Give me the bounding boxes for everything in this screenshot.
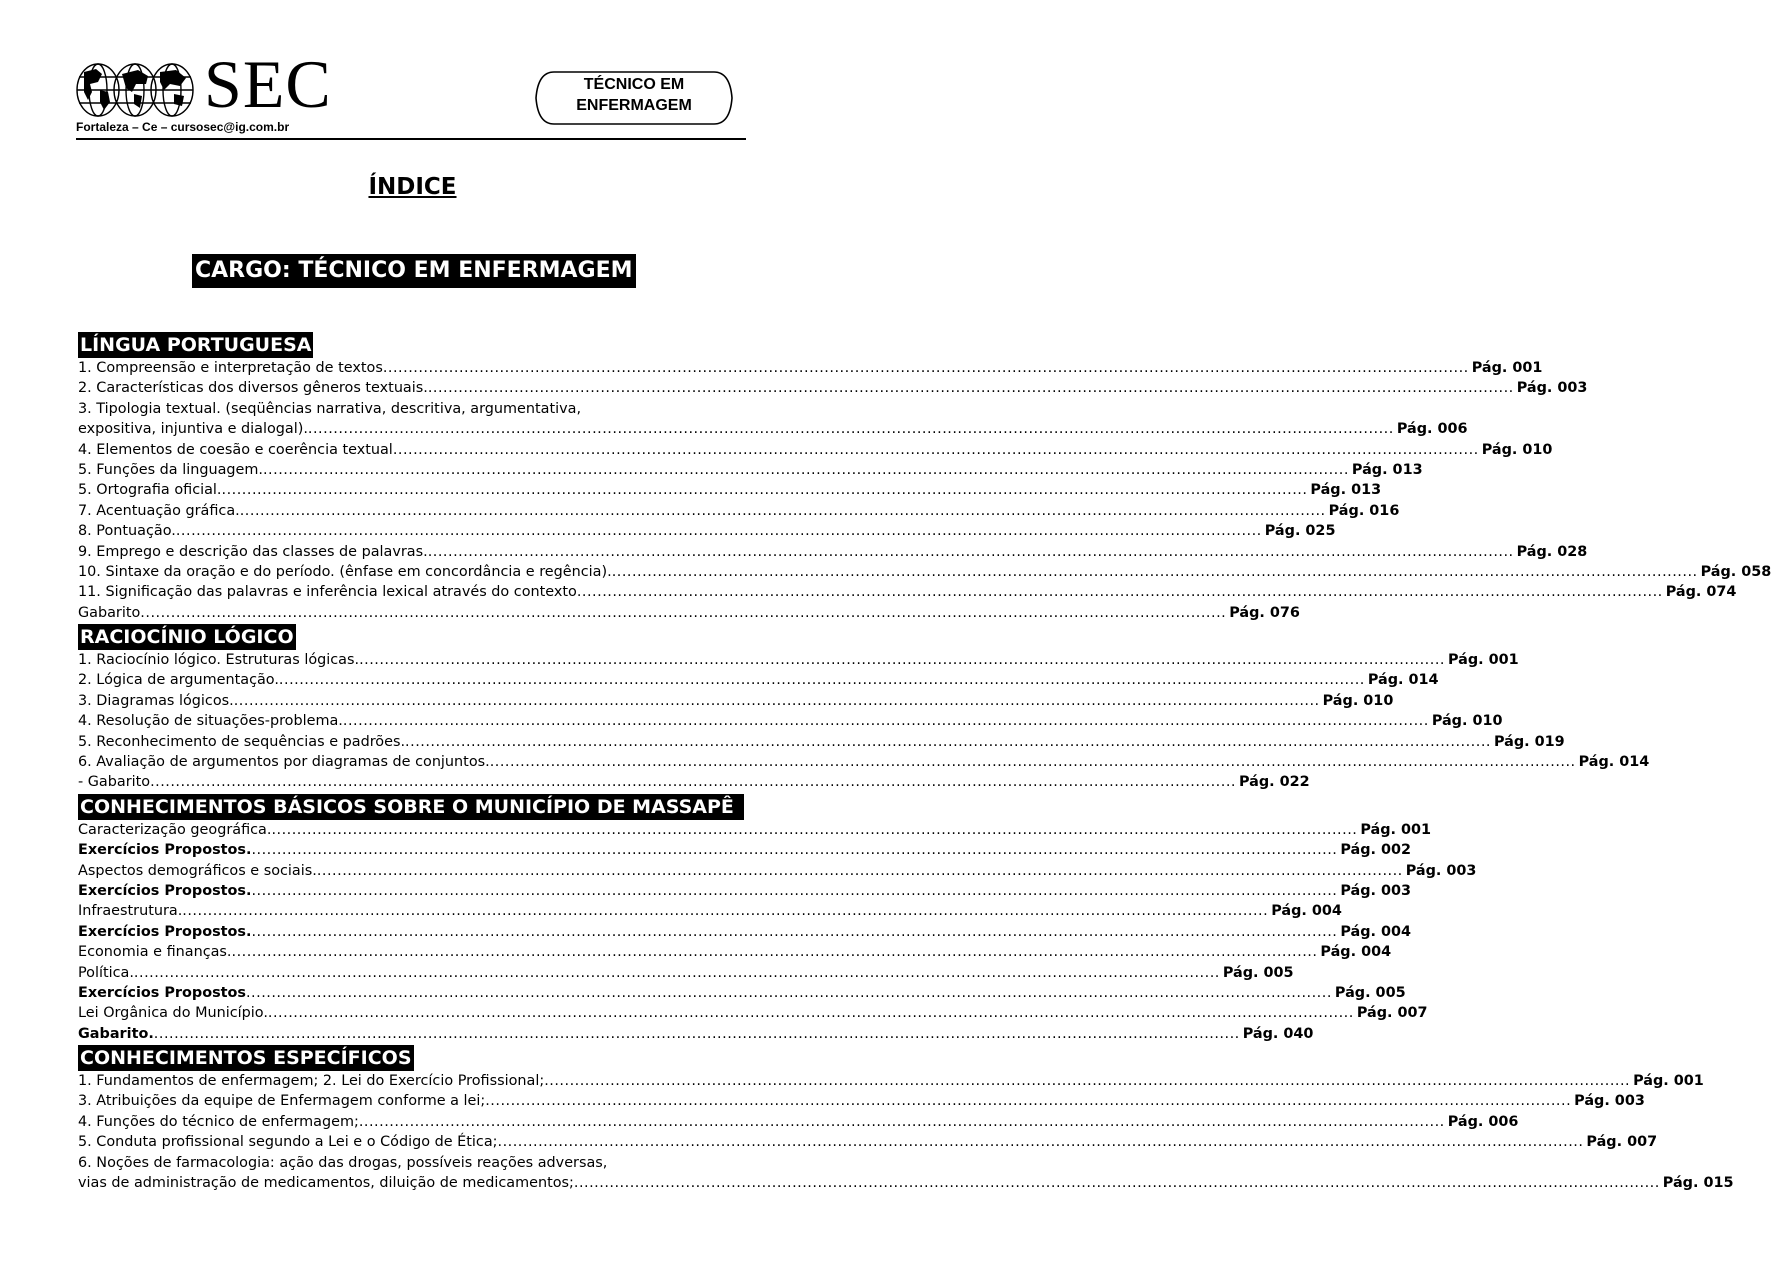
dot-leader — [176, 521, 1262, 541]
dot-leader — [234, 691, 1320, 711]
toc-entry-page: Pág. 005 — [1334, 984, 1406, 1001]
toc-section — [78, 794, 1477, 1044]
header-divider — [76, 138, 746, 140]
toc-entry — [78, 501, 1400, 521]
toc-entry-title: Aspectos demográficos e sociais. — [78, 862, 317, 879]
index-title: ÍNDICE — [368, 174, 457, 200]
toc-entry — [78, 901, 1342, 921]
dot-leader — [308, 419, 1394, 439]
toc-entry — [78, 582, 1737, 602]
toc-entry-title: Exercícios Propostos. — [78, 923, 252, 940]
toc-entry-title: 4. Funções do técnico de enfermagem; — [78, 1113, 359, 1130]
toc-entry — [78, 820, 1432, 840]
toc-entry — [78, 358, 1543, 378]
toc-entry — [78, 521, 1336, 541]
header-tagline: Fortaleza – Ce – cursosec@ig.com.br — [76, 120, 290, 134]
toc-entry — [78, 1003, 1428, 1023]
toc-entry — [78, 460, 1423, 480]
toc-entry-page: Pág. 007 — [1356, 1005, 1428, 1022]
toc-entry-page: Pág. 003 — [1574, 1093, 1645, 1110]
toc-entry-page: Pág. 028 — [1516, 543, 1588, 560]
toc-entry — [78, 1092, 1645, 1112]
toc-entry-page: Pág. 019 — [1493, 733, 1565, 750]
dot-leader — [498, 1132, 1584, 1152]
toc-entry-title: 1. Fundamentos de enfermagem; 2. Lei do Exercício Profissional; — [78, 1073, 545, 1090]
toc-section — [78, 624, 1650, 793]
toc-entry-page: Pág. 013 — [1351, 461, 1423, 478]
toc-entry-page: Pág. 006 — [1396, 421, 1468, 438]
toc-entry-page: Pág. 058 — [1700, 563, 1771, 580]
badge-line-1: TÉCNICO EM — [583, 76, 685, 93]
world-globes-logo — [76, 62, 194, 118]
table-of-contents — [78, 332, 1771, 1194]
dot-leader — [574, 1173, 1660, 1193]
toc-entry-title: 3. Atribuições da equipe de Enfermagem conforme a lei; — [78, 1093, 486, 1110]
toc-entry — [78, 1112, 1519, 1132]
toc-entry-title: Infraestrutura. — [78, 903, 183, 920]
toc-entry-page: Pág. 003 — [1405, 862, 1477, 879]
toc-entry — [78, 480, 1382, 500]
toc-entry — [78, 1132, 1658, 1152]
toc-entry-title: Exercícios Propostos. — [78, 882, 252, 899]
toc-entry-page: Pág. 001 — [1633, 1073, 1704, 1090]
toc-entry-page: Pág. 022 — [1238, 774, 1310, 791]
toc-entry-title: Gabarito — [78, 604, 141, 621]
dot-leader — [485, 1091, 1571, 1111]
dot-leader — [240, 501, 1326, 521]
toc-entry — [78, 772, 1310, 792]
toc-entry — [78, 562, 1771, 582]
toc-entry — [78, 861, 1477, 881]
toc-entry-title: 5. Conduta profissional segundo a Lei e o Código de Ética; — [78, 1134, 498, 1151]
toc-entry — [78, 963, 1294, 983]
toc-entry-page: Pág. 003 — [1340, 882, 1412, 899]
toc-entry-title: vias de administração de medicamentos, diluição de medicamentos; — [78, 1175, 574, 1192]
toc-entry-text-line: 3. Tipologia textual. (seqüências narrativa, descritiva, argumentativa, — [78, 400, 582, 417]
dot-leader — [317, 861, 1403, 881]
toc-section — [78, 1045, 1734, 1193]
dot-leader — [150, 772, 1236, 792]
toc-entry-page: Pág. 040 — [1242, 1025, 1314, 1042]
toc-entry — [78, 378, 1588, 398]
dot-leader — [232, 942, 1318, 962]
toc-entry-title: 7. Acentuação gráfica. — [78, 502, 240, 519]
toc-entry — [78, 603, 1300, 623]
sec-logo-text: SEC — [204, 46, 332, 122]
dot-leader — [577, 582, 1663, 602]
dot-leader — [490, 752, 1576, 772]
toc-entry — [78, 1071, 1704, 1091]
toc-entry-page: Pág. 004 — [1340, 923, 1412, 940]
page-header — [76, 46, 746, 146]
toc-entry-page: Pág. 016 — [1328, 502, 1400, 519]
toc-entry-title: 5. Reconhecimento de sequências e padrões. — [78, 733, 406, 750]
toc-entry-page: Pág. 014 — [1578, 754, 1650, 771]
dot-leader — [134, 963, 1220, 983]
toc-entry-title: 6. Avaliação de argumentos por diagramas de conjuntos. — [78, 754, 490, 771]
toc-entry-page: Pág. 001 — [1471, 359, 1543, 376]
toc-entry-page: Pág. 010 — [1431, 713, 1503, 730]
dot-leader — [140, 603, 1226, 623]
dot-leader — [268, 1003, 1354, 1023]
toc-entry-title: expositiva, injuntiva e dialogal). — [78, 421, 308, 438]
toc-entry-page: Pág. 010 — [1322, 692, 1394, 709]
toc-entry-page: Pág. 025 — [1264, 523, 1336, 540]
toc-entry-title: 1. Raciocínio lógico. Estruturas lógicas. — [78, 652, 360, 669]
toc-entry-page: Pág. 002 — [1340, 842, 1412, 859]
dot-leader — [279, 670, 1365, 690]
toc-entry-title: 4. Resolução de situações-problema. — [78, 713, 343, 730]
toc-entry — [78, 419, 1468, 439]
toc-entry-title: Lei Orgânica do Município. — [78, 1005, 268, 1022]
toc-entry-page: Pág. 007 — [1586, 1134, 1658, 1151]
toc-entry — [78, 542, 1588, 562]
dot-leader — [251, 881, 1337, 901]
dot-leader — [612, 562, 1698, 582]
dot-leader — [251, 922, 1337, 942]
dot-leader — [246, 983, 1332, 1003]
toc-entry-title: - Gabarito — [78, 774, 151, 791]
toc-entry — [78, 1024, 1314, 1044]
toc-entry-title: 10. Sintaxe da oração e do período. (ênfase em concordância e regência). — [78, 563, 612, 580]
dot-leader — [182, 901, 1268, 921]
toc-entry-title: Exercícios Propostos — [78, 984, 246, 1001]
dot-leader — [263, 460, 1349, 480]
toc-entry-page: Pág. 004 — [1271, 903, 1342, 920]
toc-entry-title: 3. Diagramas lógicos. — [78, 692, 234, 709]
toc-entry-page: Pág. 074 — [1665, 584, 1737, 601]
toc-entry — [78, 711, 1503, 731]
toc-entry — [78, 881, 1412, 901]
toc-entry — [78, 922, 1412, 942]
toc-entry-text-line: 6. Noções de farmacologia: ação das drogas, possíveis reações adversas, — [78, 1154, 608, 1171]
dot-leader — [251, 840, 1337, 860]
toc-entry — [78, 691, 1394, 711]
section-heading: RACIOCÍNIO LÓGICO — [80, 626, 294, 649]
toc-entry-page: Pág. 076 — [1229, 604, 1300, 621]
section-heading: CONHECIMENTOS BÁSICOS SOBRE O MUNICÍPIO DE MASSAPÊ — [78, 794, 744, 820]
dot-leader — [154, 1024, 1240, 1044]
toc-entry — [78, 942, 1392, 962]
toc-entry — [78, 670, 1439, 690]
toc-entry-page: Pág. 015 — [1662, 1175, 1734, 1192]
toc-entry-title: Política. — [78, 964, 134, 981]
toc-entry-title: Economia e finanças. — [78, 944, 232, 961]
toc-entry-title: 2. Lógica de argumentação. — [78, 672, 279, 689]
dot-leader — [428, 378, 1514, 398]
toc-entry-page: Pág. 001 — [1447, 652, 1519, 669]
toc-entry-page: Pág. 010 — [1481, 441, 1553, 458]
dot-leader — [271, 820, 1357, 840]
course-badge — [534, 68, 734, 128]
cargo-title: CARGO: TÉCNICO EM ENFERMAGEM — [192, 254, 636, 288]
toc-entry-title: 1. Compreensão e interpretação de textos — [78, 359, 383, 376]
toc-entry — [78, 840, 1412, 860]
toc-entry — [78, 983, 1406, 1003]
toc-entry-title: Exercícios Propostos. — [78, 842, 252, 859]
toc-entry — [78, 1173, 1734, 1193]
badge-line-2: ENFERMAGEM — [576, 97, 692, 114]
toc-entry — [78, 752, 1650, 772]
toc-entry-page: Pág. 001 — [1360, 821, 1432, 838]
toc-section — [78, 332, 1771, 623]
toc-entry-title: 11. Significação das palavras e inferência lexical através do contexto — [78, 584, 577, 601]
toc-entry-title: Gabarito. — [78, 1025, 154, 1042]
dot-leader — [405, 732, 1491, 752]
toc-entry — [78, 650, 1519, 670]
toc-entry-page: Pág. 006 — [1447, 1113, 1519, 1130]
dot-leader — [222, 480, 1308, 500]
dot-leader — [544, 1071, 1630, 1091]
toc-entry-page: Pág. 013 — [1310, 482, 1382, 499]
dot-leader — [343, 711, 1429, 731]
toc-entry-title: Caracterização geográfica. — [78, 821, 272, 838]
toc-entry-title: 8. Pontuação. — [78, 523, 176, 540]
dot-leader — [393, 440, 1479, 460]
toc-entry-title: 5. Ortografia oficial. — [78, 482, 222, 499]
dot-leader — [428, 542, 1514, 562]
toc-entry-title: 2. Características dos diversos gêneros textuais. — [78, 380, 428, 397]
toc-entry — [78, 440, 1553, 460]
toc-entry-page: Pág. 014 — [1367, 672, 1439, 689]
toc-entry-title: 5. Funções da linguagem. — [78, 461, 263, 478]
toc-entry-page: Pág. 004 — [1320, 944, 1392, 961]
toc-entry-title: 4. Elementos de coesão e coerência textual — [78, 441, 393, 458]
dot-leader — [383, 358, 1469, 378]
section-heading: CONHECIMENTOS ESPECÍFICOS — [80, 1047, 412, 1070]
section-heading: LÍNGUA PORTUGUESA — [80, 334, 312, 356]
toc-entry — [78, 732, 1565, 752]
dot-leader — [359, 1112, 1445, 1132]
toc-entry-title: 9. Emprego e descrição das classes de palavras. — [78, 543, 428, 560]
dot-leader — [359, 650, 1445, 670]
toc-entry-page: Pág. 005 — [1222, 964, 1294, 981]
toc-entry-page: Pág. 003 — [1516, 380, 1588, 397]
